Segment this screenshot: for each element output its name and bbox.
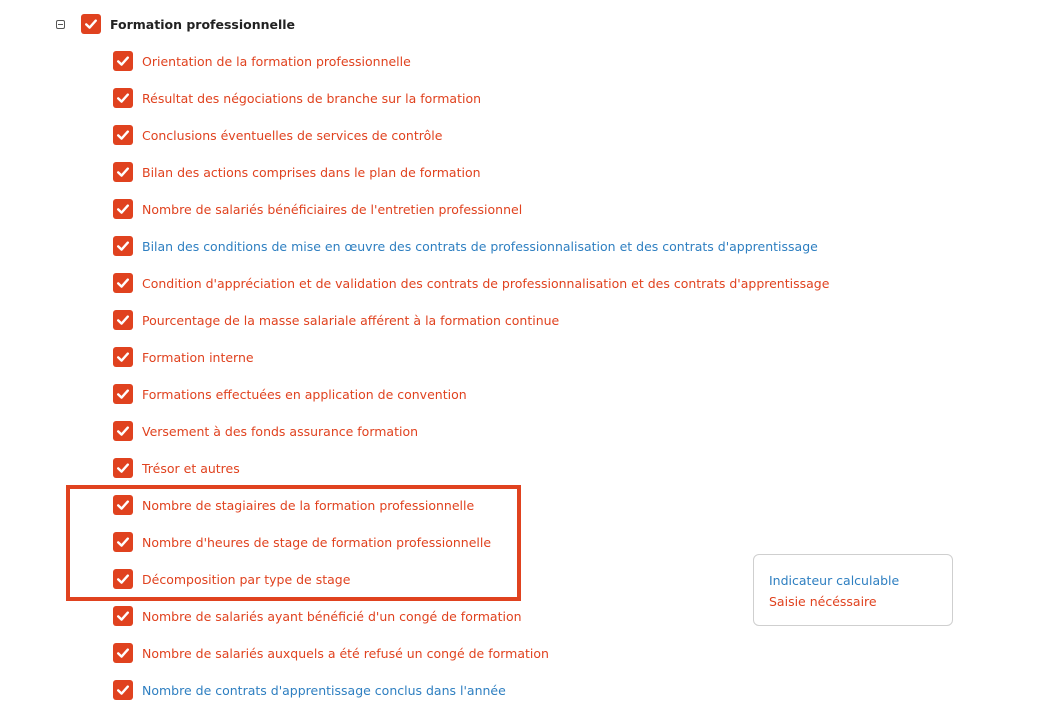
item-checkbox[interactable] [113, 569, 133, 589]
item-label[interactable]: Conclusions éventuelles de services de contrôle [142, 127, 443, 143]
checkmark-icon [116, 424, 130, 438]
item-label[interactable]: Bilan des actions comprises dans le plan de formation [142, 164, 481, 180]
checkmark-icon [116, 128, 130, 142]
item-checkbox[interactable] [113, 532, 133, 552]
tree-root-node [56, 12, 295, 36]
list-item[interactable] [113, 493, 829, 517]
list-item[interactable] [113, 49, 829, 73]
checkmark-icon [116, 165, 130, 179]
item-checkbox[interactable] [113, 458, 133, 478]
indicator-list [113, 49, 829, 715]
item-checkbox[interactable] [113, 125, 133, 145]
item-label[interactable]: Nombre d'heures de stage de formation professionnelle [142, 534, 492, 550]
item-checkbox[interactable] [113, 273, 133, 293]
item-label[interactable]: Nombre de salariés bénéficiaires de l'entretien professionnel [142, 201, 523, 217]
item-label[interactable]: Orientation de la formation professionnelle [142, 53, 411, 69]
item-checkbox[interactable] [113, 384, 133, 404]
item-label[interactable]: Trésor et autres [142, 460, 240, 476]
item-checkbox[interactable] [113, 495, 133, 515]
item-label[interactable]: Nombre de salariés auxquels a été refusé un congé de formation [142, 645, 549, 661]
checkmark-icon [116, 387, 130, 401]
item-checkbox[interactable] [113, 236, 133, 256]
checkmark-icon [116, 683, 130, 697]
checkmark-icon [116, 54, 130, 68]
list-item[interactable] [113, 234, 829, 258]
item-checkbox[interactable] [113, 310, 133, 330]
root-checkbox[interactable] [81, 14, 101, 34]
list-item[interactable] [113, 456, 829, 480]
item-label[interactable]: Bilan des conditions de mise en œuvre des contrats de professionnalisation et des contrats d'apprentissage [142, 238, 818, 254]
checkmark-icon [116, 461, 130, 475]
item-label[interactable]: Formation interne [142, 349, 254, 365]
list-item[interactable] [113, 641, 829, 665]
item-checkbox[interactable] [113, 88, 133, 108]
root-label: Formation professionnelle [110, 16, 296, 32]
item-label[interactable]: Décomposition par type de stage [142, 571, 351, 587]
item-checkbox[interactable] [113, 606, 133, 626]
legend-calculable: Indicateur calculable [769, 573, 900, 588]
checkmark-icon [116, 646, 130, 660]
item-checkbox[interactable] [113, 162, 133, 182]
list-item[interactable] [113, 345, 829, 369]
item-checkbox[interactable] [113, 51, 133, 71]
checkmark-icon [116, 535, 130, 549]
list-item[interactable] [113, 604, 829, 628]
checkmark-icon [116, 572, 130, 586]
checkmark-icon [116, 498, 130, 512]
checkmark-icon [84, 17, 98, 31]
item-checkbox[interactable] [113, 643, 133, 663]
list-item[interactable] [113, 567, 829, 591]
checkmark-icon [116, 91, 130, 105]
list-item[interactable] [113, 530, 829, 554]
item-label[interactable]: Condition d'appréciation et de validation des contrats de professionnalisation et des contrats d'apprentissage [142, 275, 830, 291]
collapse-toggle-icon[interactable] [56, 20, 65, 29]
item-checkbox[interactable] [113, 199, 133, 219]
item-label[interactable]: Pourcentage de la masse salariale afférent à la formation continue [142, 312, 560, 328]
checkmark-icon [116, 202, 130, 216]
item-label[interactable]: Formations effectuées en application de convention [142, 386, 467, 402]
item-label[interactable]: Nombre de salariés ayant bénéficié d'un congé de formation [142, 608, 522, 624]
list-item[interactable] [113, 419, 829, 443]
checkmark-icon [116, 276, 130, 290]
item-label[interactable]: Nombre de contrats d'apprentissage conclus dans l'année [142, 682, 506, 698]
checkmark-icon [116, 350, 130, 364]
legend-box [753, 554, 953, 626]
item-checkbox[interactable] [113, 421, 133, 441]
item-checkbox[interactable] [113, 347, 133, 367]
legend-manual: Saisie nécéssaire [769, 594, 877, 609]
list-item[interactable] [113, 197, 829, 221]
checkmark-icon [116, 609, 130, 623]
item-checkbox[interactable] [113, 680, 133, 700]
checkmark-icon [116, 313, 130, 327]
list-item[interactable] [113, 123, 829, 147]
item-label[interactable]: Versement à des fonds assurance formation [142, 423, 419, 439]
list-item[interactable] [113, 86, 829, 110]
list-item[interactable] [113, 160, 829, 184]
item-label[interactable]: Nombre de stagiaires de la formation professionnelle [142, 497, 475, 513]
item-label[interactable]: Résultat des négociations de branche sur la formation [142, 90, 482, 106]
list-item[interactable] [113, 308, 829, 332]
checkmark-icon [116, 239, 130, 253]
list-item[interactable] [113, 271, 829, 295]
list-item[interactable] [113, 382, 829, 406]
list-item[interactable] [113, 678, 829, 702]
